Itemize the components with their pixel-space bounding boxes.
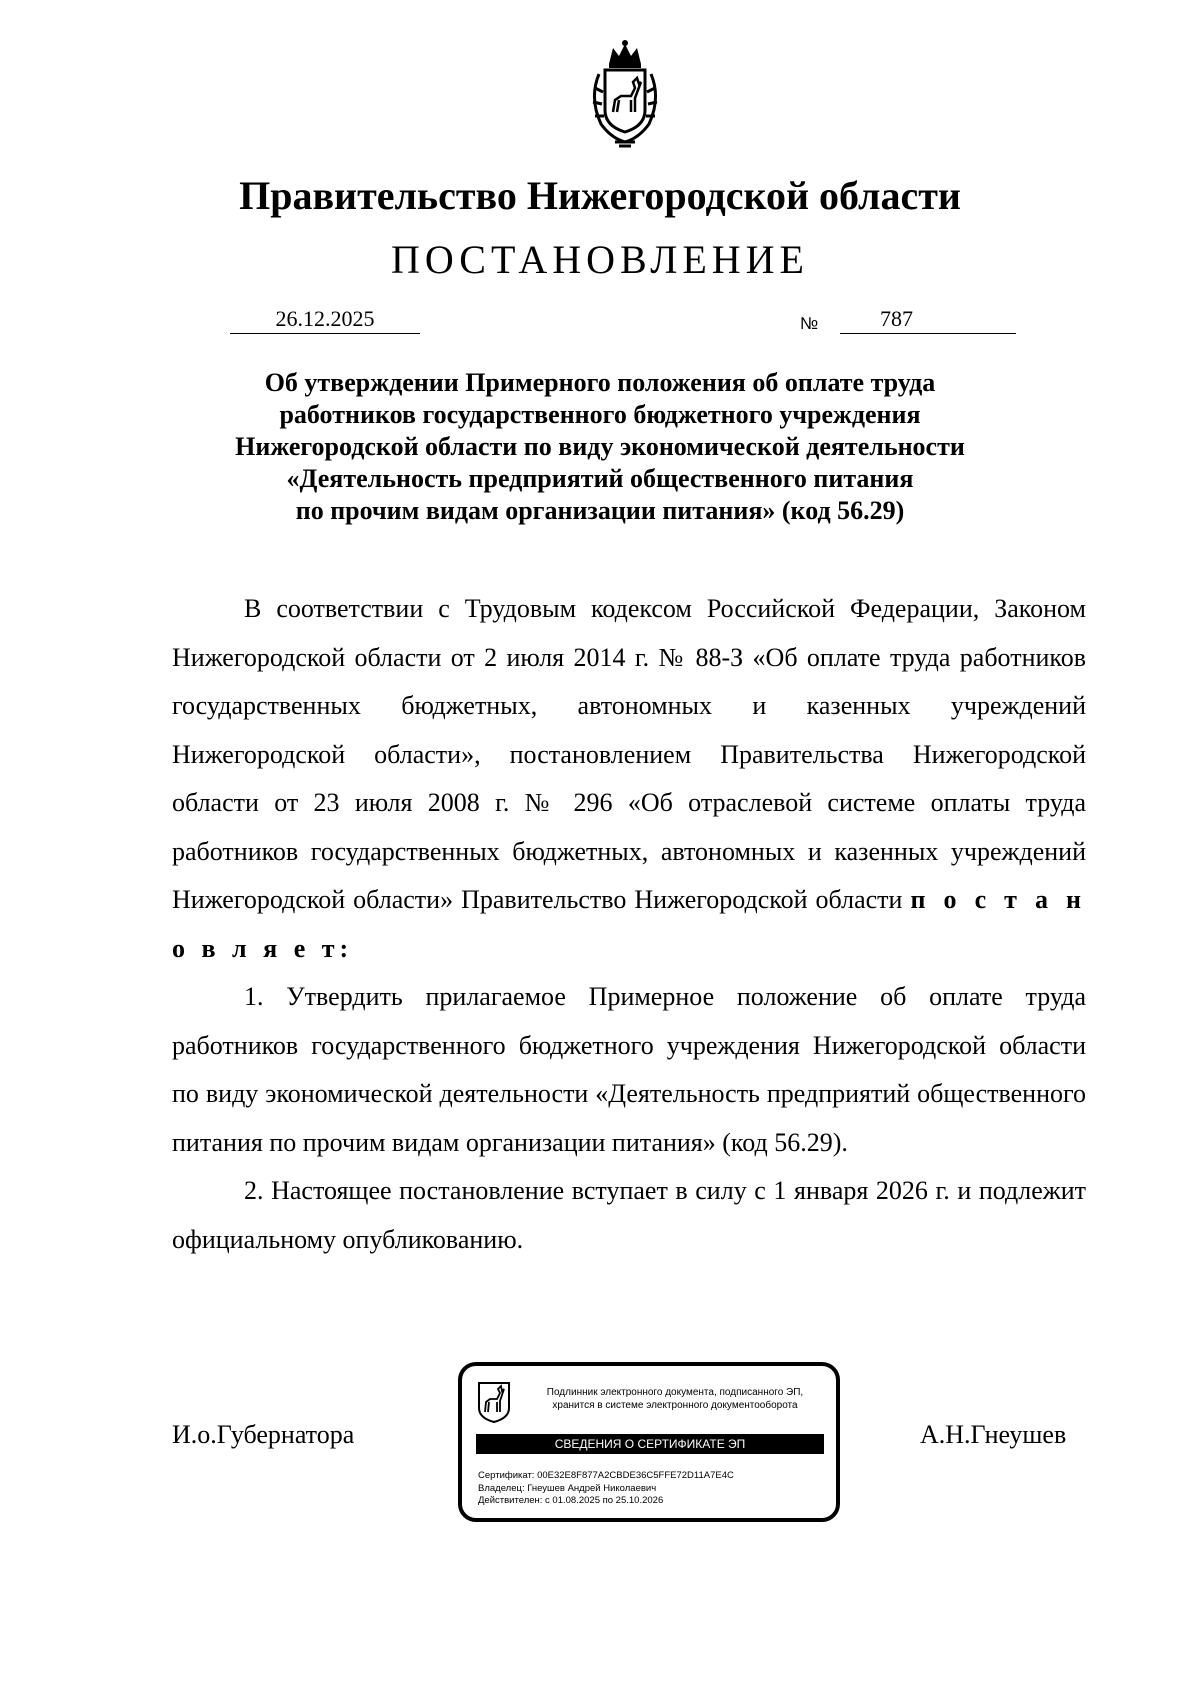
preamble-paragraph <box>172 585 1086 973</box>
organization-name: Правительство Нижегородской области <box>239 173 961 218</box>
preamble-text: В соответствии с Трудовым кодексом Российской Федерации, Законом Нижегородской области от 2 июля 2014 г. № 88-З «Об оплате труда работников государственных бюджетных, автономных и казенных учреждений Нижегородской области», постановлением Правительства Нижегородской области от 23 июля 2008 г. № 296 «Об отраслевой системе оплаты труда работников государственных бюджетных, автономных и казенных учреждений Нижегородской области» Правительство Нижегородской области <box>172 594 1086 914</box>
title-line: «Деятельность предприятий общественного питания <box>286 464 914 493</box>
certificate-info-bar: СВЕДЕНИЯ О СЕРТИФИКАТЕ ЭП <box>476 1434 824 1454</box>
title-line: по прочим видам организации питания» (код 56.29) <box>295 496 905 525</box>
certificate-owner: Владелец: Гнеушев Андрей Николаевич <box>478 1482 657 1494</box>
electronic-signature-stamp <box>458 1362 840 1522</box>
stamp-note-line: хранится в системе электронного документооборота <box>552 1400 798 1411</box>
signer-role: И.о.Губернатора <box>172 1420 355 1449</box>
certificate-details <box>478 1470 734 1508</box>
title-line: Нижегородской области по виду экономической деятельности <box>235 432 965 461</box>
document-number: 787 <box>840 307 1016 334</box>
item-1: 1. Утвердить прилагаемое Примерное положение об оплате труда работников государственного бюджетного учреждения Нижегородской области по виду экономической деятельности «Деятельность предприятий общественного питания по прочим видам организации питания» (код 56.29). <box>172 982 1086 1157</box>
number-sign: № <box>800 314 819 333</box>
certificate-serial: Сертификат: 00E32E8F877A2CBDE36C5FFE72D11A7E4C <box>478 1470 734 1481</box>
certificate-validity: Действителен: с 01.08.2025 по 25.10.2026 <box>478 1495 664 1506</box>
document-body <box>172 585 1086 1264</box>
title-line: Об утверждении Примерного положения об оплате труда <box>264 368 936 397</box>
title-line: работников государственного бюджетного учреждения <box>279 400 921 429</box>
stamp-note-line: Подлинник электронного документа, подписанного ЭП, <box>546 1387 804 1398</box>
stamp-note <box>520 1386 830 1412</box>
deer-emblem-icon <box>476 1380 512 1424</box>
document-title <box>160 367 1040 527</box>
coat-of-arms-icon <box>575 38 675 150</box>
item-2: 2. Настоящее постановление вступает в силу с 1 января 2026 г. и подлежит официальному опубликованию. <box>172 1176 1086 1254</box>
document-date: 26.12.2025 <box>230 307 420 334</box>
document-type: ПОСТАНОВЛЕНИЕ <box>391 237 809 282</box>
resolves-word: п о с т а н о в л я е т: <box>172 885 1086 963</box>
signer-name: А.Н.Гнеушев <box>920 1420 1067 1449</box>
